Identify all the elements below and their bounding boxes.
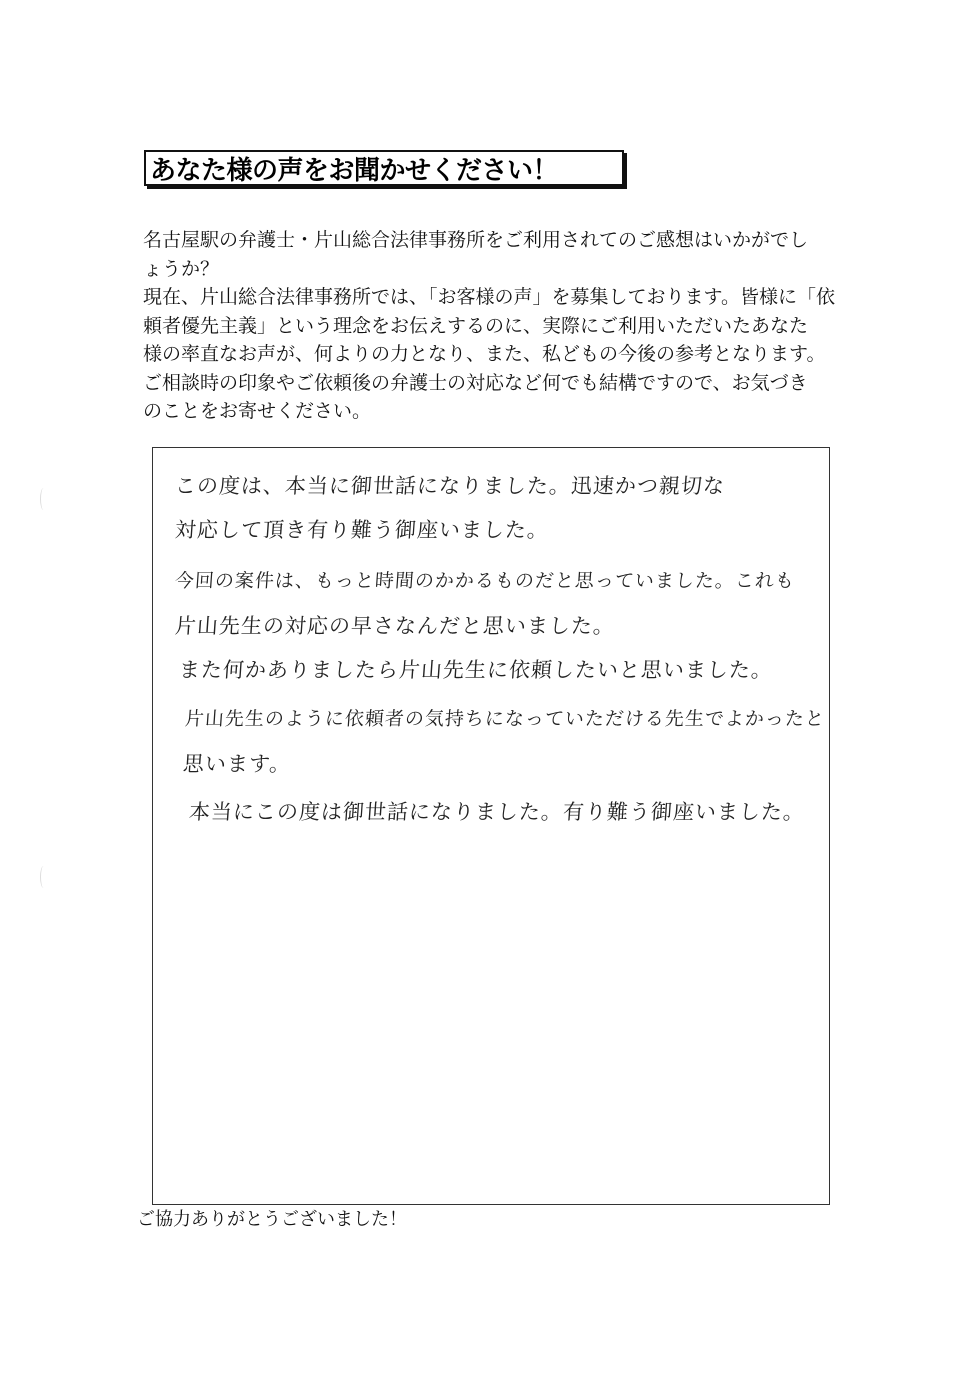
intro-line: 名古屋駅の弁護士・片山総合法律事務所をご利用されてのご感想はいかがでし	[143, 229, 809, 251]
handwritten-line: 片山先生のように依頼者の気持ちになっていただける先生でよかったと	[184, 708, 826, 730]
handwritten-line: 片山先生の対応の早さなんだと思いました。	[174, 614, 616, 638]
handwritten-line: 思います。	[182, 752, 293, 776]
intro-line: 様の率直なお声が、何よりの力となり、また、私どもの今後の参考となります。	[143, 343, 826, 365]
intro-line: 現在、片山総合法律事務所では、「お客様の声」を募集しております。皆様に「依	[143, 286, 835, 308]
scan-mark	[40, 866, 47, 888]
handwritten-line: 今回の案件は、もっと時間のかかるものだと思っていました。これも	[174, 570, 796, 592]
intro-line: のことをお寄せください。	[143, 400, 372, 422]
intro-line: ょうか？	[143, 257, 220, 280]
page-title: あなた様の声をお聞かせください！	[150, 155, 559, 186]
handwritten-line: また何かありましたら片山先生に依頼したいと思いました。	[178, 658, 774, 682]
intro-line: 頼者優先主義」という理念をお伝えするのに、実際にご利用いただいたあなた	[143, 314, 809, 337]
intro-line: ご相談時の印象やご依頼後の弁護士の対応など何でも結構ですので、お気づき	[143, 371, 808, 394]
intro-text	[143, 226, 843, 426]
scan-mark	[40, 488, 47, 510]
handwritten-line: 本当にこの度は御世話になりました。有り難う御座いました。	[188, 800, 806, 824]
page-title-box	[144, 150, 624, 186]
handwritten-line: 対応して頂き有り難う御座いました。	[174, 518, 550, 542]
handwritten-line: この度は、本当に御世話になりました。迅速かつ親切な	[174, 474, 726, 498]
thanks-text: ご協力ありがとうございました！	[137, 1209, 407, 1230]
comment-box	[152, 447, 830, 1205]
